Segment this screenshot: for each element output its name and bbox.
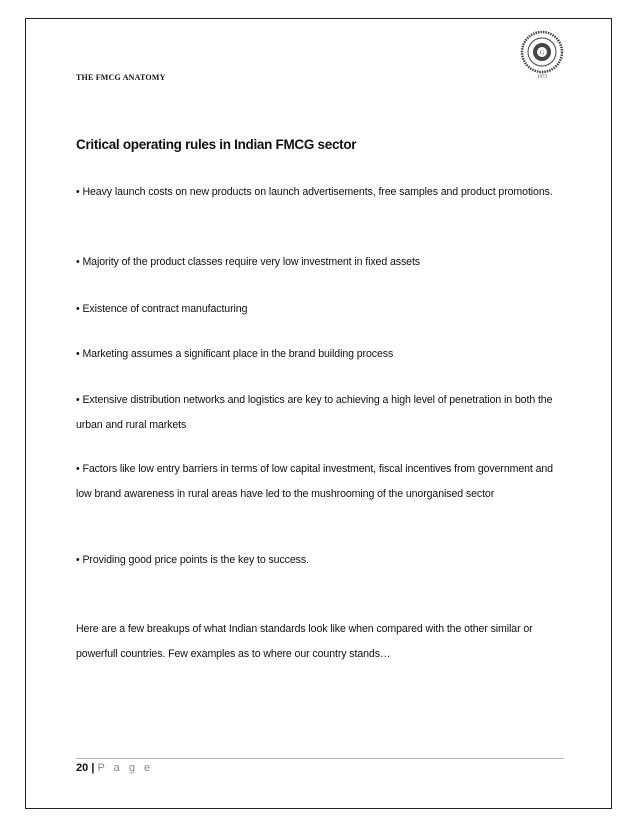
- svg-text:G: G: [539, 50, 545, 57]
- paragraph-marketing: • Marketing assumes a significant place in the brand building process: [76, 348, 394, 360]
- paragraph-launch-costs: • Heavy launch costs on new products on launch advertisements, free samples and product promotions.: [76, 186, 553, 198]
- paragraph-entry-barriers: • Factors like low entry barriers in terms of low capital investment, fiscal incentives from government and low brand awareness in rural areas have led to the mushrooming of the unorganised sector: [76, 463, 553, 500]
- page-label: P a g e: [97, 762, 154, 774]
- institute-seal-logo: [517, 29, 567, 79]
- section-heading: Critical operating rules in Indian FMCG sector: [76, 137, 357, 152]
- paragraph-distribution: • Extensive distribution networks and logistics are key to achieving a high level of penetration in both the urban and rural markets: [76, 394, 553, 431]
- paragraph-breakups-intro: Here are a few breakups of what Indian standards look like when compared with the other similar or powerfull countries. Few examples as to where our country stands…: [76, 623, 533, 660]
- document-header-title: THE FMCG ANATOMY: [76, 73, 166, 82]
- footer-divider: [76, 758, 564, 759]
- paragraph-low-investment: • Majority of the product classes require very low investment in fixed assets: [76, 256, 420, 268]
- page-number: 20: [76, 762, 89, 774]
- footer-separator: |: [91, 762, 95, 774]
- paragraph-price-points: • Providing good price points is the key to success.: [76, 554, 309, 566]
- page-footer: [76, 762, 153, 774]
- paragraph-contract-manufacturing: • Existence of contract manufacturing: [76, 303, 248, 315]
- seal-year: 1973: [537, 75, 547, 79]
